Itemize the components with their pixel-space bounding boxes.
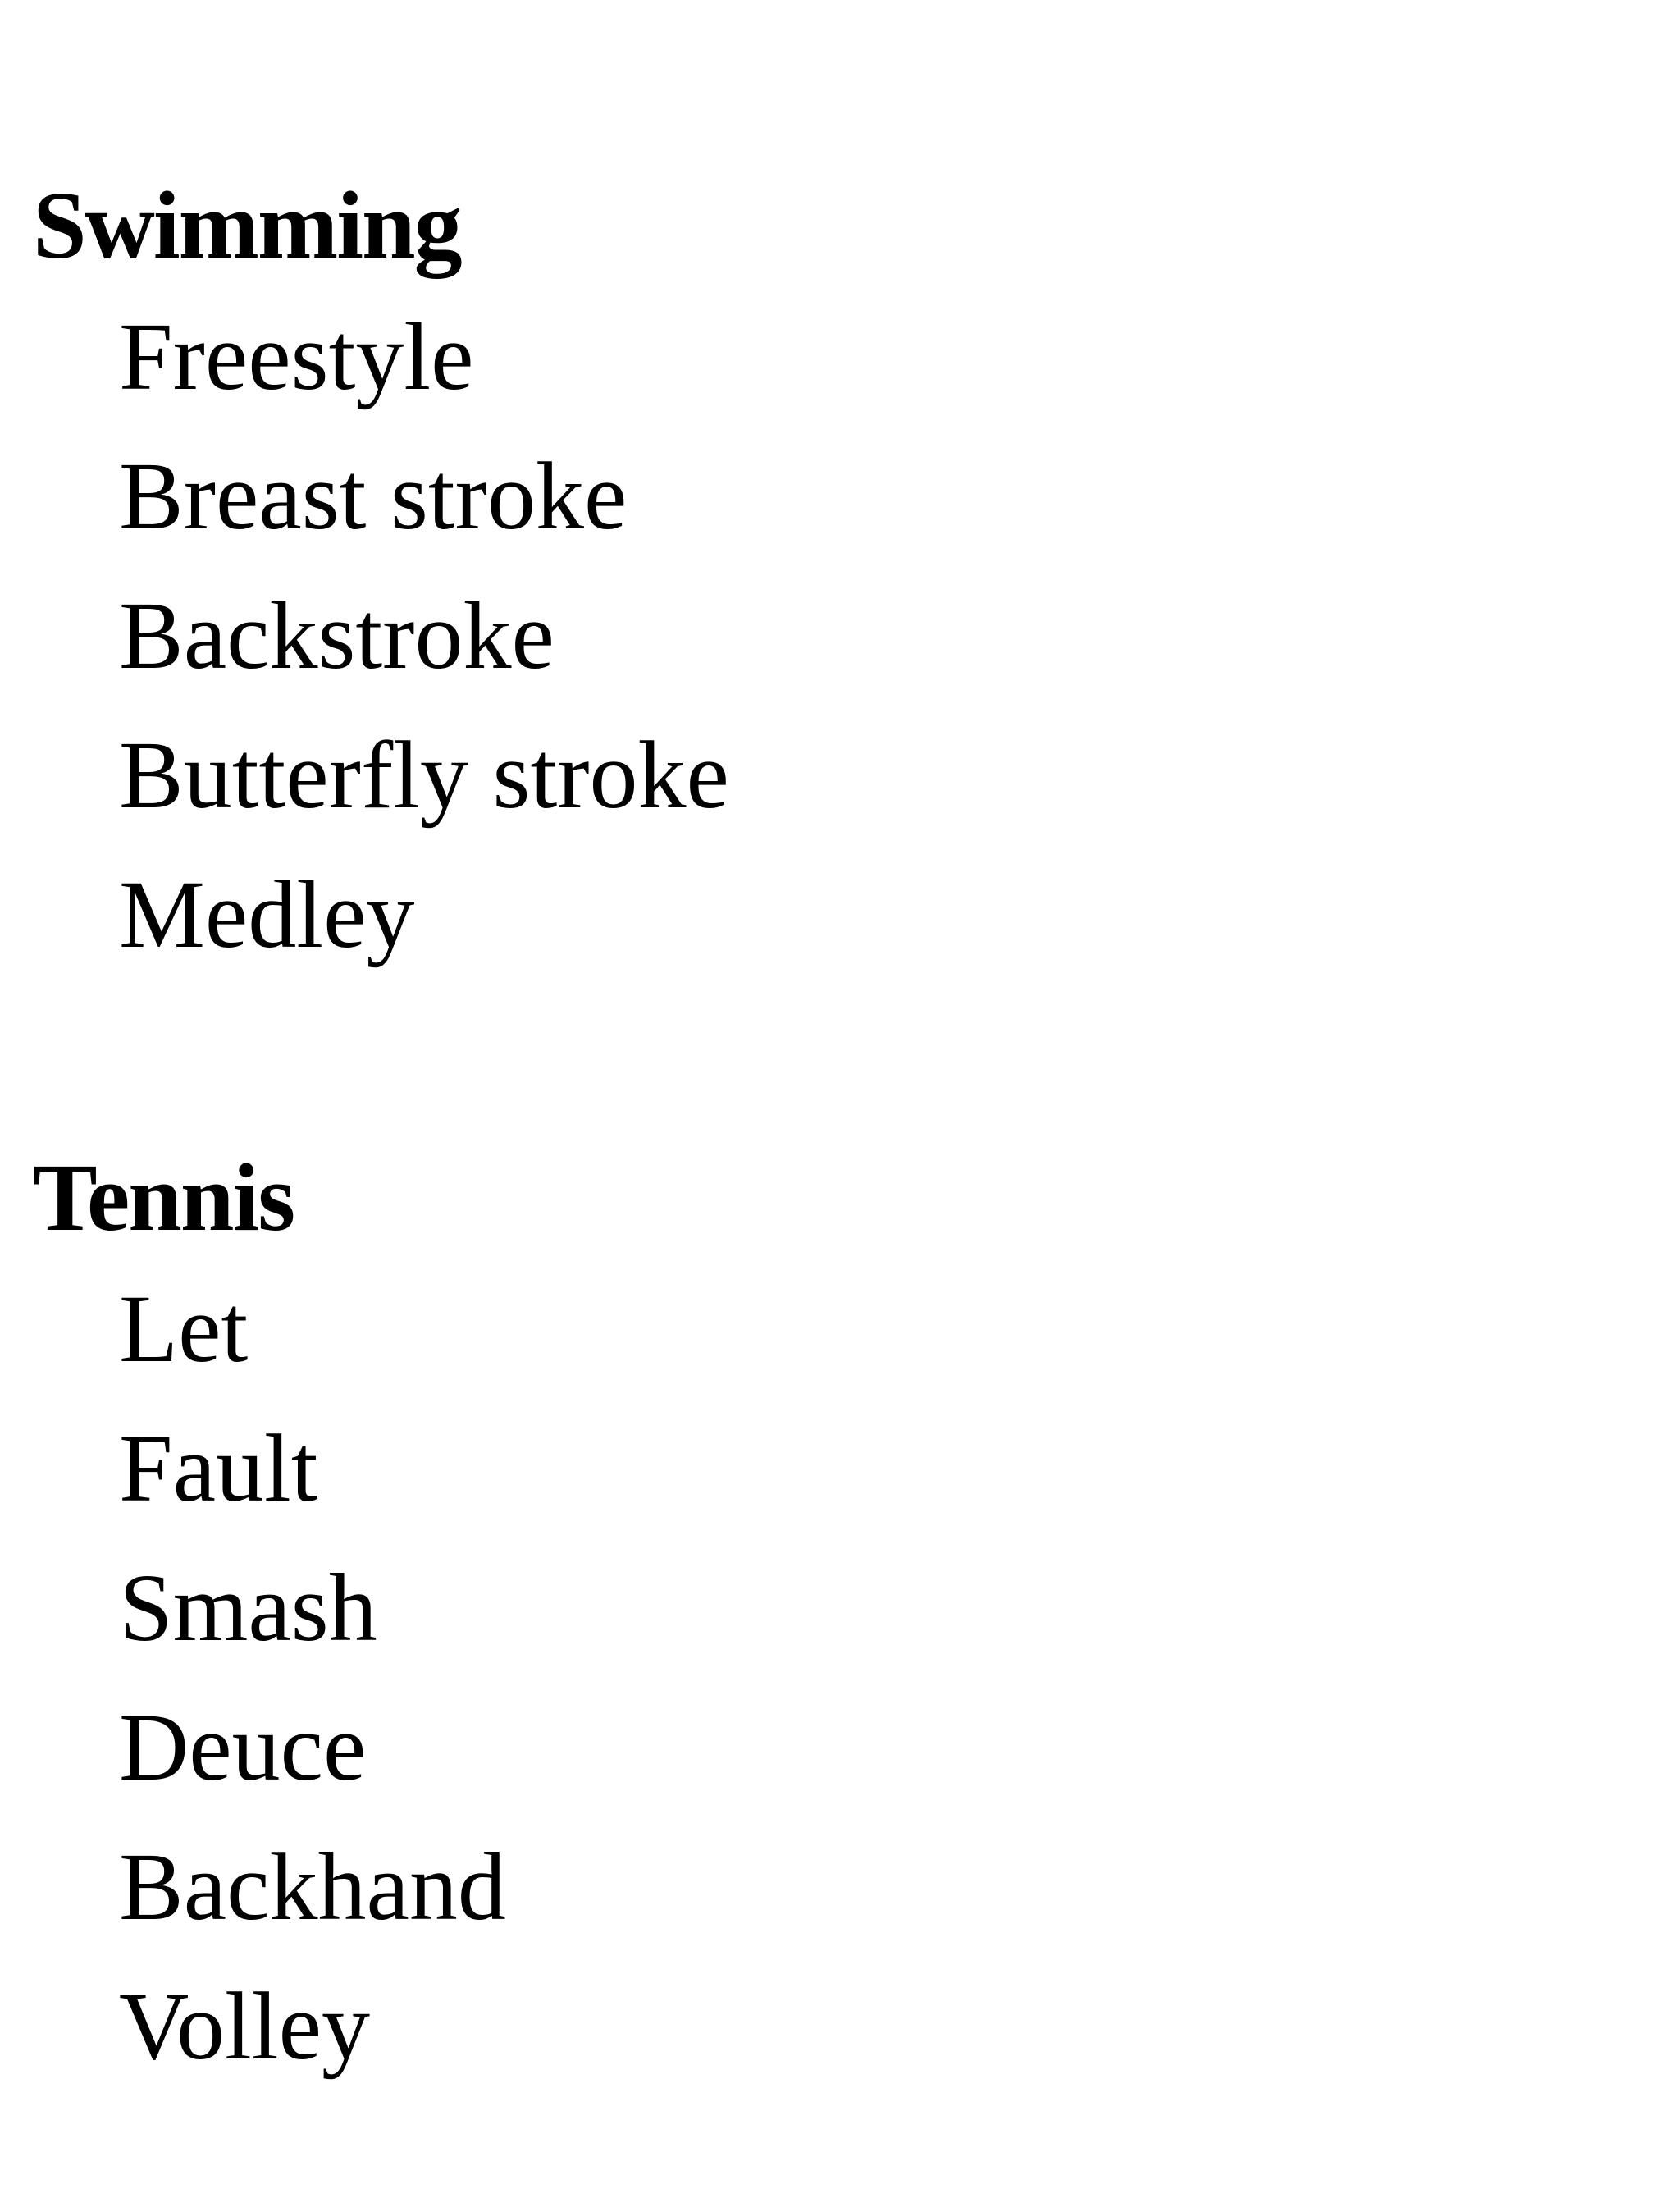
term-list-swimming	[0, 303, 729, 1009]
list-item: Backstroke	[119, 582, 555, 689]
list-item: Medley	[119, 861, 415, 968]
list-item: Breast stroke	[119, 442, 628, 550]
list-item: Let	[119, 1275, 249, 1382]
list-item: Fault	[119, 1414, 318, 1522]
list-item: Backhand	[119, 1833, 506, 1940]
section-heading-tennis: Tennis	[33, 1144, 294, 1251]
list-item: Deuce	[119, 1693, 367, 1801]
term-list-tennis	[0, 1275, 506, 2121]
list-item: Freestyle	[119, 303, 474, 410]
list-item: Smash	[119, 1554, 377, 1661]
list-item: Volley	[119, 1972, 370, 2080]
section-heading-swimming: Swimming	[33, 171, 461, 279]
list-item: Butterfly stroke	[119, 721, 729, 829]
